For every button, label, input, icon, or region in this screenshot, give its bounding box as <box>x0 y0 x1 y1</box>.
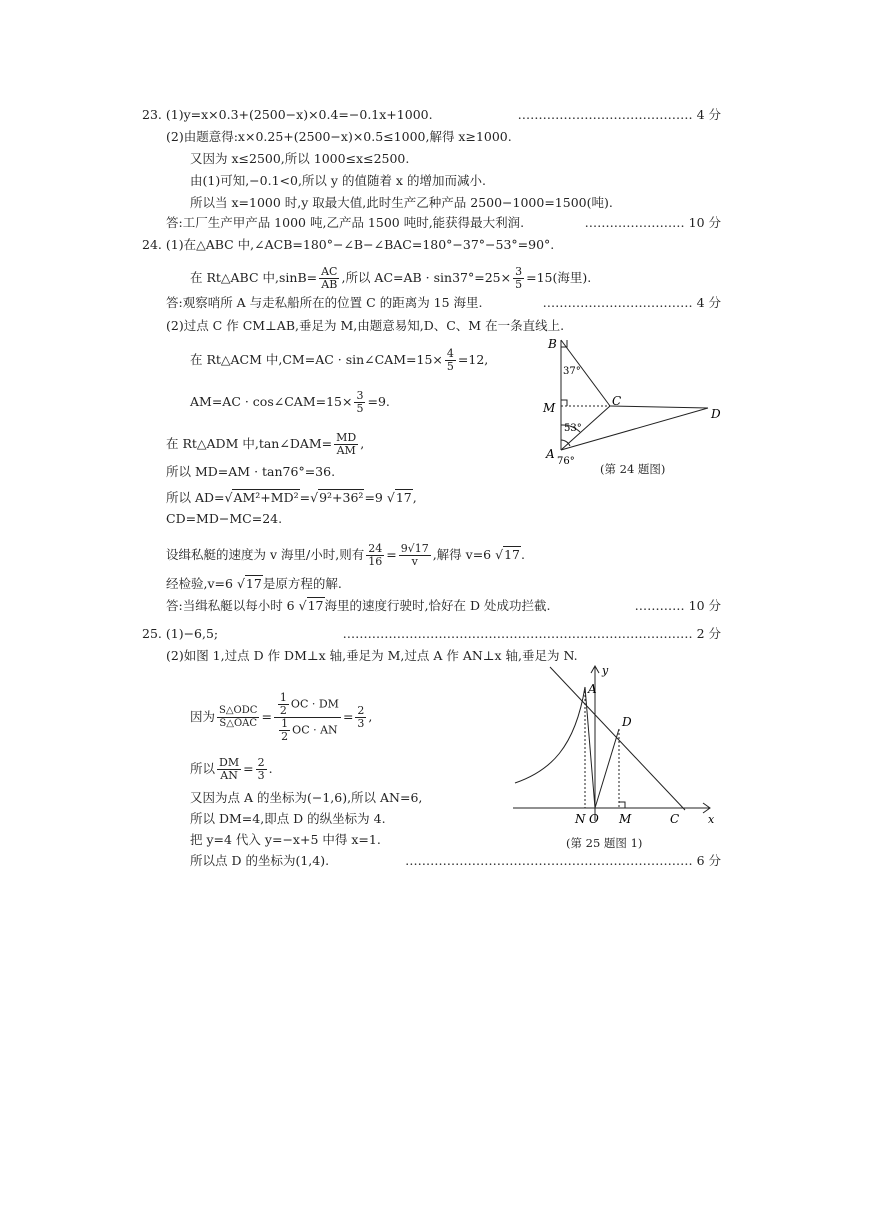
fraction: $\frac{3}{5}$ <box>515 265 523 291</box>
fraction: $\frac{3}{5}$ <box>356 389 364 415</box>
fraction: $\frac{AC}{AB}$ <box>321 265 338 291</box>
label-x: x <box>708 813 715 826</box>
q25-line7: 把 y=4 代入 y=−x+5 中得 x=1. <box>190 832 381 847</box>
fraction: $\frac{24}{16}$ <box>368 542 383 568</box>
label-b: B <box>548 337 557 351</box>
q23-line6-points: …………………… 10 分 <box>584 215 721 230</box>
q25-line5: 又因为点 A 的坐标为(−1,6),所以 AN=6, <box>190 790 423 805</box>
line-oa <box>585 687 595 808</box>
line-cd <box>610 406 708 408</box>
q24-line13-points: ………… 10 分 <box>634 598 721 613</box>
fraction: $\frac{MD}{AM}$ <box>336 431 357 457</box>
q24-line8: 所以 MD=AM · tan76°=36. <box>166 464 336 479</box>
fraction: $\frac{1}{2}$ <box>281 717 289 743</box>
right-angle-m <box>619 802 625 808</box>
figure-24 <box>530 330 730 480</box>
q25-line2: (2)如图 1,过点 D 作 DM⊥x 轴,垂足为 M,过点 A 作 AN⊥x 轴,垂足为 N. <box>166 648 578 663</box>
label-a: A <box>588 682 597 696</box>
fraction: $\frac{1}{2}$ <box>279 691 287 717</box>
hyperbola-branch <box>515 687 585 783</box>
angle-37-label: 37° <box>563 366 581 377</box>
q23-line2: (2)由题意得:x×0.25+(2500−x)×0.5≤1000,解得 x≥1000. <box>166 129 512 144</box>
label-o: O <box>589 812 599 826</box>
label-m: M <box>543 401 556 415</box>
fraction: $\frac{2}{3}$ <box>357 704 365 730</box>
figure-25-caption: (第 25 题图 1) <box>566 836 643 850</box>
q24-line7: 在 Rt△ADM 中,tan∠DAM= $\frac{MD}{AM}$ , <box>166 431 365 457</box>
q24-line9: 所以 AD=√AM²+MD²=√9²+36²=9 √17, <box>166 490 417 505</box>
label-d: D <box>711 407 721 421</box>
label-c: C <box>612 394 622 408</box>
label-a: A <box>546 447 555 461</box>
q24-line10: CD=MD−MC=24. <box>166 511 283 526</box>
q24-line11: 设缉私艇的速度为 v 海里/小时,则有 $\frac{24}{16}$ = $\frac{9√17}{v}$ ,解得 v=6 √17. <box>166 542 525 568</box>
q23-line4: 由(1)可知,−0.1<0,所以 y 的值随着 x 的增加而减小. <box>190 173 486 188</box>
label-n: N <box>575 812 586 826</box>
q24-line13: 答:当缉私艇以每小时 6 √17海里的速度行驶时,恰好在 D 处成功拦截. <box>166 598 551 613</box>
right-angle-m <box>561 400 567 406</box>
figure-25 <box>505 663 720 833</box>
fraction: $\frac{9√17}{v}$ <box>400 542 429 568</box>
fraction: $\frac{1}{2}$ OC · DM $\frac{1}{2}$ OC · AN <box>274 692 341 743</box>
q23-line1: 23. (1)y=x×0.3+(2500−x)×0.4=−0.1x+1000. <box>142 107 433 122</box>
q25-line4: 所以 $\frac{DM}{AN}$ = $\frac{2}{3}$ . <box>190 756 273 782</box>
line-ad <box>561 408 708 450</box>
fraction: $\frac{2}{3}$ <box>257 756 265 782</box>
fraction: $\frac{DM}{AN}$ <box>219 756 240 782</box>
label-c: C <box>670 812 680 826</box>
fraction: $\frac{\text{S△ODC}}{\text{S△OAC}}$ <box>219 705 258 729</box>
q24-line6: AM=AC · cos∠CAM=15× $\frac{3}{5}$ =9. <box>190 389 390 415</box>
line-od <box>595 729 619 808</box>
angle-53-label: 53° <box>564 423 582 434</box>
q24-line12: 经检验,v=6 √17是原方程的解. <box>166 576 342 591</box>
q23-line3: 又因为 x≤2500,所以 1000≤x≤2500. <box>190 151 410 166</box>
q23-line5: 所以当 x=1000 时,y 取最大值,此时生产乙种产品 2500−1000=1500(吨). <box>190 195 613 210</box>
q25-line8: 所以点 D 的坐标为(1,4). <box>190 853 330 868</box>
q24-line3-points: ……………………………… 4 分 <box>542 295 721 310</box>
q24-line2: 在 Rt△ABC 中,sinB= $\frac{AC}{AB}$ ,所以 AC=AB · sin37°=25× $\frac{3}{5}$ =15(海里). <box>190 265 592 291</box>
line-y-neg-x-plus-5 <box>550 667 685 810</box>
figure-24-caption: (第 24 题图) <box>600 462 666 476</box>
fraction: $\frac{4}{5}$ <box>446 347 454 373</box>
q23-line6: 答:工厂生产甲产品 1000 吨,乙产品 1500 吨时,能获得最大利润. <box>166 215 525 230</box>
q24-line1: 24. (1)在△ABC 中,∠ACB=180°−∠B−∠BAC=180°−37°−53°=90°. <box>142 237 555 252</box>
q25-line1-points: ………………………………………………………………………… 2 分 <box>342 626 721 641</box>
q24-line3: 答:观察哨所 A 与走私船所在的位置 C 的距离为 15 海里. <box>166 295 483 310</box>
label-m: M <box>619 812 632 826</box>
label-d: D <box>622 715 632 729</box>
angle-arc-76 <box>561 440 570 446</box>
q25-line6: 所以 DM=4,即点 D 的纵坐标为 4. <box>190 811 386 826</box>
q24-line5: 在 Rt△ACM 中,CM=AC · sin∠CAM=15× $\frac{4}{5}$ =12, <box>190 347 489 373</box>
angle-76-label: 76° <box>557 456 575 467</box>
q23-line1-points: …………………………………… 4 分 <box>517 107 721 122</box>
q25-line3: 因为 $\frac{\text{S△ODC}}{\text{S△OAC}}$ = $\frac{1}{2}$ OC · DM $\frac{1}{2}$ OC · AN = $\frac{2}{3}$ , <box>190 691 373 743</box>
q25-line1: 25. (1)−6,5; <box>142 626 219 641</box>
q24-line4: (2)过点 C 作 CM⊥AB,垂足为 M,由题意易知,D、C、M 在一条直线上. <box>166 318 565 333</box>
label-y: y <box>602 664 609 677</box>
q25-line8-points: …………………………………………………………… 6 分 <box>405 853 721 868</box>
